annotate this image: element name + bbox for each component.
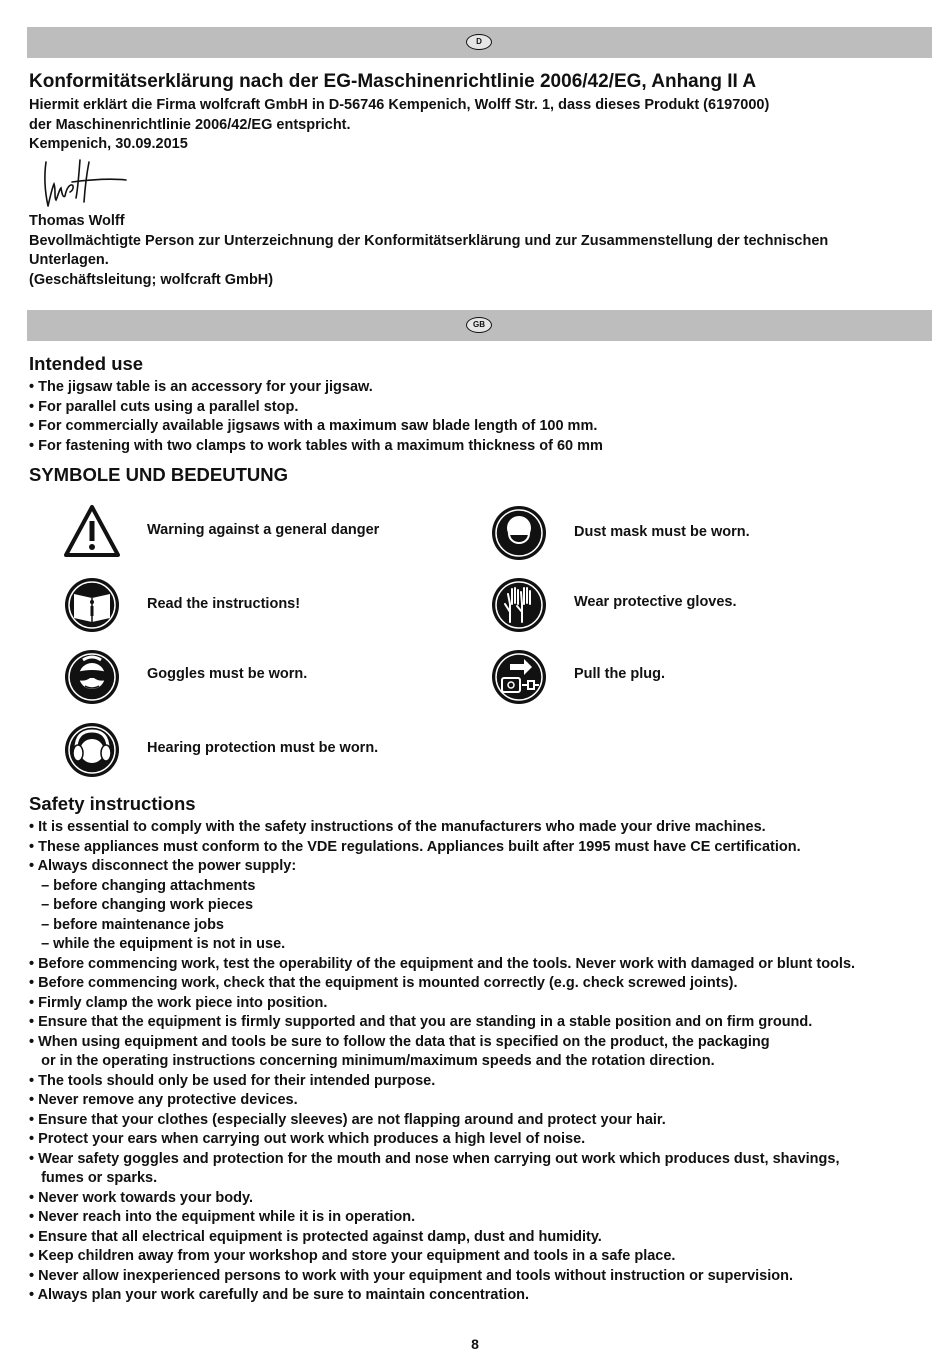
list-item: • When using equipment and tools be sure to follow the data that is specified on the product, the packaging xyxy=(29,1033,770,1050)
list-item: • Never allow inexperienced persons to work with your equipment and tools without instruction or supervision. xyxy=(29,1267,794,1284)
declaration-line: der Maschinenrichtlinie 2006/42/EG entspricht. xyxy=(29,116,351,133)
section-band-d xyxy=(27,27,932,58)
symbol-label: Hearing protection must be worn. xyxy=(147,740,379,756)
list-item: • Never work towards your body. xyxy=(29,1189,253,1206)
list-item: • The tools should only be used for their intended purpose. xyxy=(29,1072,436,1089)
list-item: • Never remove any protective devices. xyxy=(29,1092,298,1108)
list-item: • Before commencing work, test the operability of the equipment and the tools. Never work with damaged or blunt tools. xyxy=(29,955,856,972)
signer-role-line: (Geschäftsleitung; wolfcraft GmbH) xyxy=(29,271,274,288)
list-item: • For parallel cuts using a parallel stop. xyxy=(29,398,299,415)
list-item: – before changing attachments xyxy=(29,877,256,894)
intended-use-heading: Intended use xyxy=(29,353,144,374)
symbol-label: Pull the plug. xyxy=(574,666,666,682)
symbol-label: Read the instructions! xyxy=(147,596,301,612)
list-item: • The jigsaw table is an accessory for your jigsaw. xyxy=(29,379,373,395)
pull-plug-icon xyxy=(490,648,548,706)
safety-list xyxy=(29,818,855,1306)
list-item: • Always disconnect the power supply: xyxy=(29,858,297,874)
signer-name: Thomas Wolff xyxy=(29,213,125,229)
signature-image xyxy=(32,158,132,214)
list-item: • For commercially available jigsaws with a maximum saw blade length of 100 mm. xyxy=(29,418,598,434)
safety-heading: Safety instructions xyxy=(29,793,196,814)
list-item: – before changing work pieces xyxy=(29,897,254,913)
symbol-label: Goggles must be worn. xyxy=(147,666,308,682)
list-item: • These appliances must conform to the VDE regulations. Appliances built after 1995 must have CE certification. xyxy=(29,838,801,855)
language-badge-d: D xyxy=(466,34,492,50)
list-item: – while the equipment is not in use. xyxy=(29,936,286,952)
goggles-icon xyxy=(63,648,121,706)
hearing-protection-icon xyxy=(63,721,121,779)
intended-use-list xyxy=(29,378,603,456)
list-item: • It is essential to comply with the safety instructions of the manufacturers who made your drive machines. xyxy=(29,819,766,835)
declaration-line: Hiermit erklärt die Firma wolfcraft GmbH in D-56746 Kempenich, Wolff Str. 1, dass dieses Produkt (6197000) xyxy=(29,97,770,113)
list-item: fumes or sparks. xyxy=(29,1170,158,1186)
signer-block xyxy=(29,212,828,290)
protective-gloves-icon xyxy=(490,576,548,634)
signer-role-line: Bevollmächtigte Person zur Unterzeichnung der Konformitätserklärung und zur Zusammenstellung der technischen xyxy=(29,232,829,249)
list-item: • Protect your ears when carrying out work which produces a high level of noise. xyxy=(29,1131,586,1147)
symbol-label: Wear protective gloves. xyxy=(574,594,737,610)
list-item: • For fastening with two clamps to work tables with a maximum thickness of 60 mm xyxy=(29,437,603,454)
section-band-gb xyxy=(27,310,932,341)
list-item: or in the operating instructions concerning minimum/maximum speeds and the rotation direction. xyxy=(29,1053,715,1069)
signer-role-line: Unterlagen. xyxy=(29,252,109,268)
list-item: • Never reach into the equipment while it is in operation. xyxy=(29,1209,416,1225)
list-item: • Firmly clamp the work piece into position. xyxy=(29,994,328,1011)
page-number: 8 xyxy=(471,1336,479,1352)
declaration-text xyxy=(29,96,769,155)
declaration-line: Kempenich, 30.09.2015 xyxy=(29,136,188,152)
list-item: • Ensure that all electrical equipment is protected against damp, dust and humidity. xyxy=(29,1228,602,1245)
dust-mask-icon xyxy=(490,504,548,562)
list-item: • Ensure that your clothes (especially sleeves) are not flapping around and protect your hair. xyxy=(29,1111,666,1128)
list-item: • Wear safety goggles and protection for the mouth and nose when carrying out work which produces dust, shavings, xyxy=(29,1150,840,1167)
symbol-label: Dust mask must be worn. xyxy=(574,524,750,540)
list-item: • Before commencing work, check that the equipment is mounted correctly (e.g. check screwed joints). xyxy=(29,975,738,991)
warning-triangle-icon xyxy=(63,503,121,561)
read-instructions-icon xyxy=(63,576,121,634)
symbol-label: Warning against a general danger xyxy=(147,522,380,538)
list-item: • Always plan your work carefully and be sure to maintain concentration. xyxy=(29,1287,530,1303)
list-item: – before maintenance jobs xyxy=(29,916,224,933)
list-item: • Ensure that the equipment is firmly supported and that you are standing in a stable position and on firm ground. xyxy=(29,1014,813,1030)
list-item: • Keep children away from your workshop and store your equipment and tools in a safe place. xyxy=(29,1248,676,1264)
declaration-title: Konformitätserklärung nach der EG-Maschinenrichtlinie 2006/42/EG, Anhang II A xyxy=(29,71,757,92)
symbols-heading: SYMBOLE UND BEDEUTUNG xyxy=(29,464,289,485)
language-badge-gb: GB xyxy=(466,317,492,333)
